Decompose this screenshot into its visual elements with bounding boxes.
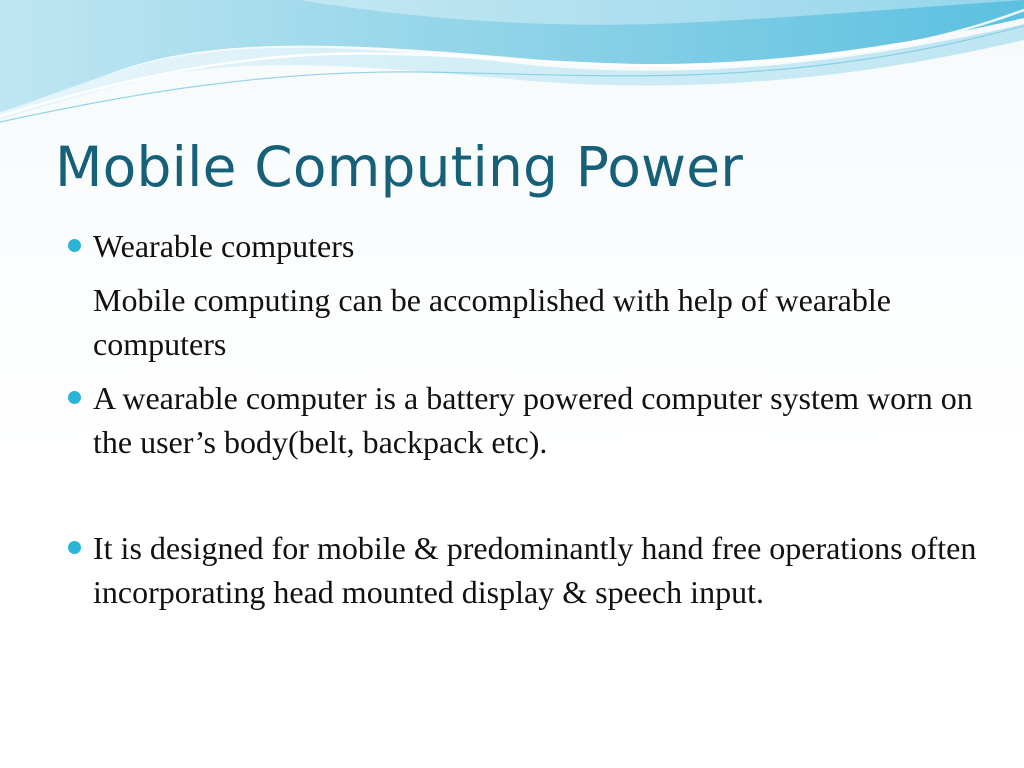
bullet-text: It is designed for mobile & predominantly hand free operations often incorporating head mounted display & speech input. (93, 530, 977, 610)
bullet-subtext: Mobile computing can be accomplished with help of wearable computers (93, 282, 891, 362)
bullet-text: Wearable computers (93, 228, 355, 264)
header-wave-decoration (0, 0, 1024, 130)
bullet-dot-icon (68, 391, 81, 404)
bullet-item (62, 376, 982, 464)
slide-title: Mobile Computing Power (55, 135, 744, 199)
bullet-list (62, 224, 982, 614)
bullet-text: A wearable computer is a battery powered computer system worn on the user’s body(belt, backpack etc). (93, 380, 973, 460)
bullet-item (62, 224, 982, 366)
bullet-dot-icon (68, 239, 81, 252)
bullet-dot-icon (68, 541, 81, 554)
bullet-item (62, 526, 982, 614)
